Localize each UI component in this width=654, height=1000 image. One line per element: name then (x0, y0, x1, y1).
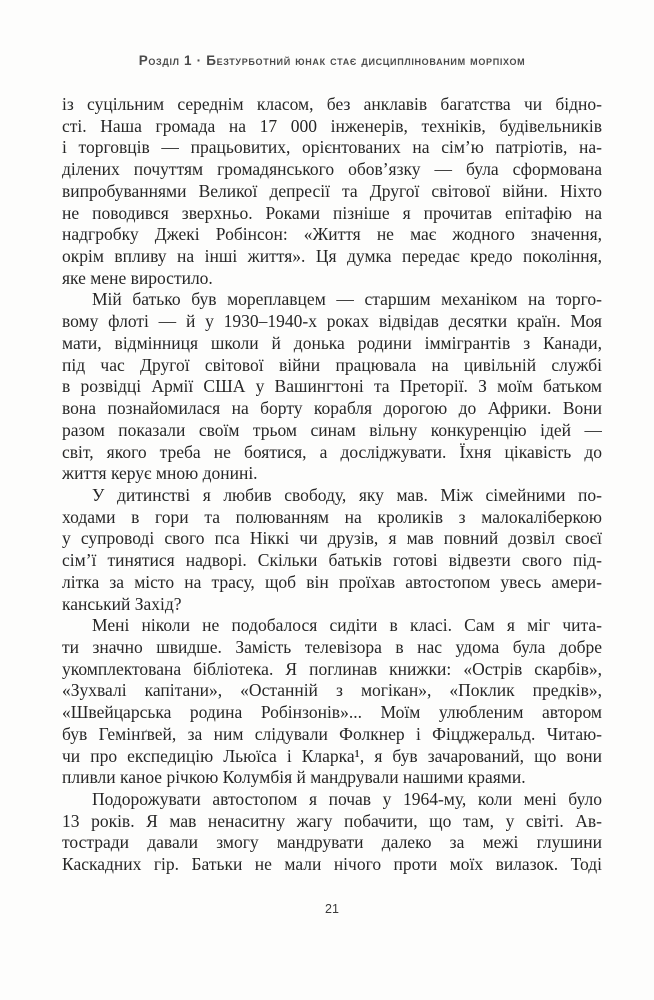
text-line: укомплектована бібліотека. Я поглинав книжки: «Острів скарбів», (62, 658, 602, 679)
text-line: Мені ніколи не подобалося сидіти в класі. Сам я міг чита- (92, 615, 602, 636)
body-text (62, 94, 602, 876)
paragraph (62, 485, 602, 615)
text-line: був Гемінґвей, за ним слідували Фолкнер і Фіцджеральд. Читаю- (62, 723, 602, 744)
text-line: окрім впливу на інші життя». Ця думка передає кредо покоління, (62, 246, 602, 267)
chapter-running-head: Розділ 1 · Безтурботний юнак стає дисциплінованим морпіхом (138, 53, 526, 68)
paragraph (62, 94, 602, 289)
text-line: Мій батько був мореплавцем — старшим механіком на торго- (92, 289, 602, 310)
text-line: вому флоті — й у 1930–1940-х роках відвідав десятки країн. Моя (62, 311, 602, 332)
text-line: «Зухвалі капітани», «Останній з могікан», «Поклик предків», (62, 680, 602, 701)
text-line: із суцільним середнім класом, без анклавів багатства чи бідно- (62, 94, 602, 114)
text-line: яке мене виростило. (62, 267, 213, 288)
text-line: ходами в гори та полюванням на кроликів з малокаліберкою (62, 506, 602, 527)
text-line: вона познайомилася на борту корабля дорогою до Африки. Вони (62, 398, 602, 419)
text-line: мати, відмінниця школи й донька родини іммігрантів з Канади, (62, 332, 602, 353)
text-line: і торговців — працьовитих, орієнтованих на сім’ю патріотів, на- (62, 137, 602, 158)
text-line: канський Захід? (62, 593, 182, 614)
text-line: разом показали своїм трьом синам вільну конкуренцію ідей — (62, 419, 602, 440)
page-number: 21 (325, 902, 339, 916)
text-line: ділених почуттям громадянського обов’язку — була сформована (62, 159, 602, 180)
text-line: тостради давали змогу мандрувати далеко за межі глушини (62, 832, 602, 853)
paragraph (62, 289, 602, 484)
text-line: ти значно швидше. Замість телевізора в нас удома була добре (62, 636, 602, 657)
text-line: у супроводі свого пса Ніккі чи друзів, я мав повний дозвіл своєї (62, 528, 602, 549)
text-line: У дитинстві я любив свободу, яку мав. Між сімейними по- (92, 484, 602, 505)
text-line: в розвідці Армії США у Вашингтоні та Преторії. З моїм батьком (62, 376, 602, 397)
text-line: випробуваннями Великої депресії та Другої світової війни. Ніхто (62, 180, 602, 201)
text-line: життя керує мною донині. (62, 463, 258, 484)
paragraph (62, 789, 602, 876)
text-line: літка за місто на трасу, щоб він проїхав автостопом увесь амери- (62, 571, 602, 592)
text-line: 13 років. Я мав ненаситну жагу побачити, що там, у світі. Ав- (62, 810, 602, 831)
paragraph (62, 615, 602, 789)
text-line: Подорожувати автостопом я почав у 1964-му, коли мені було (92, 789, 602, 809)
text-line: «Швейцарська родина Робінзонів»... Моїм улюбленим автором (62, 702, 602, 723)
text-line: під час Другої світової війни працювала на цивільній службі (62, 354, 602, 375)
text-line: чи про експедицію Льюїса і Кларка¹, я був зачарований, що вони (62, 745, 602, 766)
text-line: Каскадних гір. Батьки не мали нічого проти моїх вилазок. Тоді (62, 854, 602, 875)
text-line: світ, якого треба не боятися, а досліджувати. Їхня цікавість до (62, 441, 602, 462)
text-line: сім’ї тинятися надворі. Скільки батьків готові відвезти свого під- (62, 550, 602, 571)
text-line: пливли каное річкою Колумбія й мандрували нашими краями. (62, 767, 526, 788)
text-line: надгробку Джекі Робінсон: «Життя не має жодного значення, (62, 224, 602, 245)
text-line: не поводився зверхньо. Роками пізніше я прочитав епітафію на (62, 202, 602, 223)
text-line: сті. Наша громада на 17 000 інженерів, техніків, будівельників (62, 115, 602, 136)
